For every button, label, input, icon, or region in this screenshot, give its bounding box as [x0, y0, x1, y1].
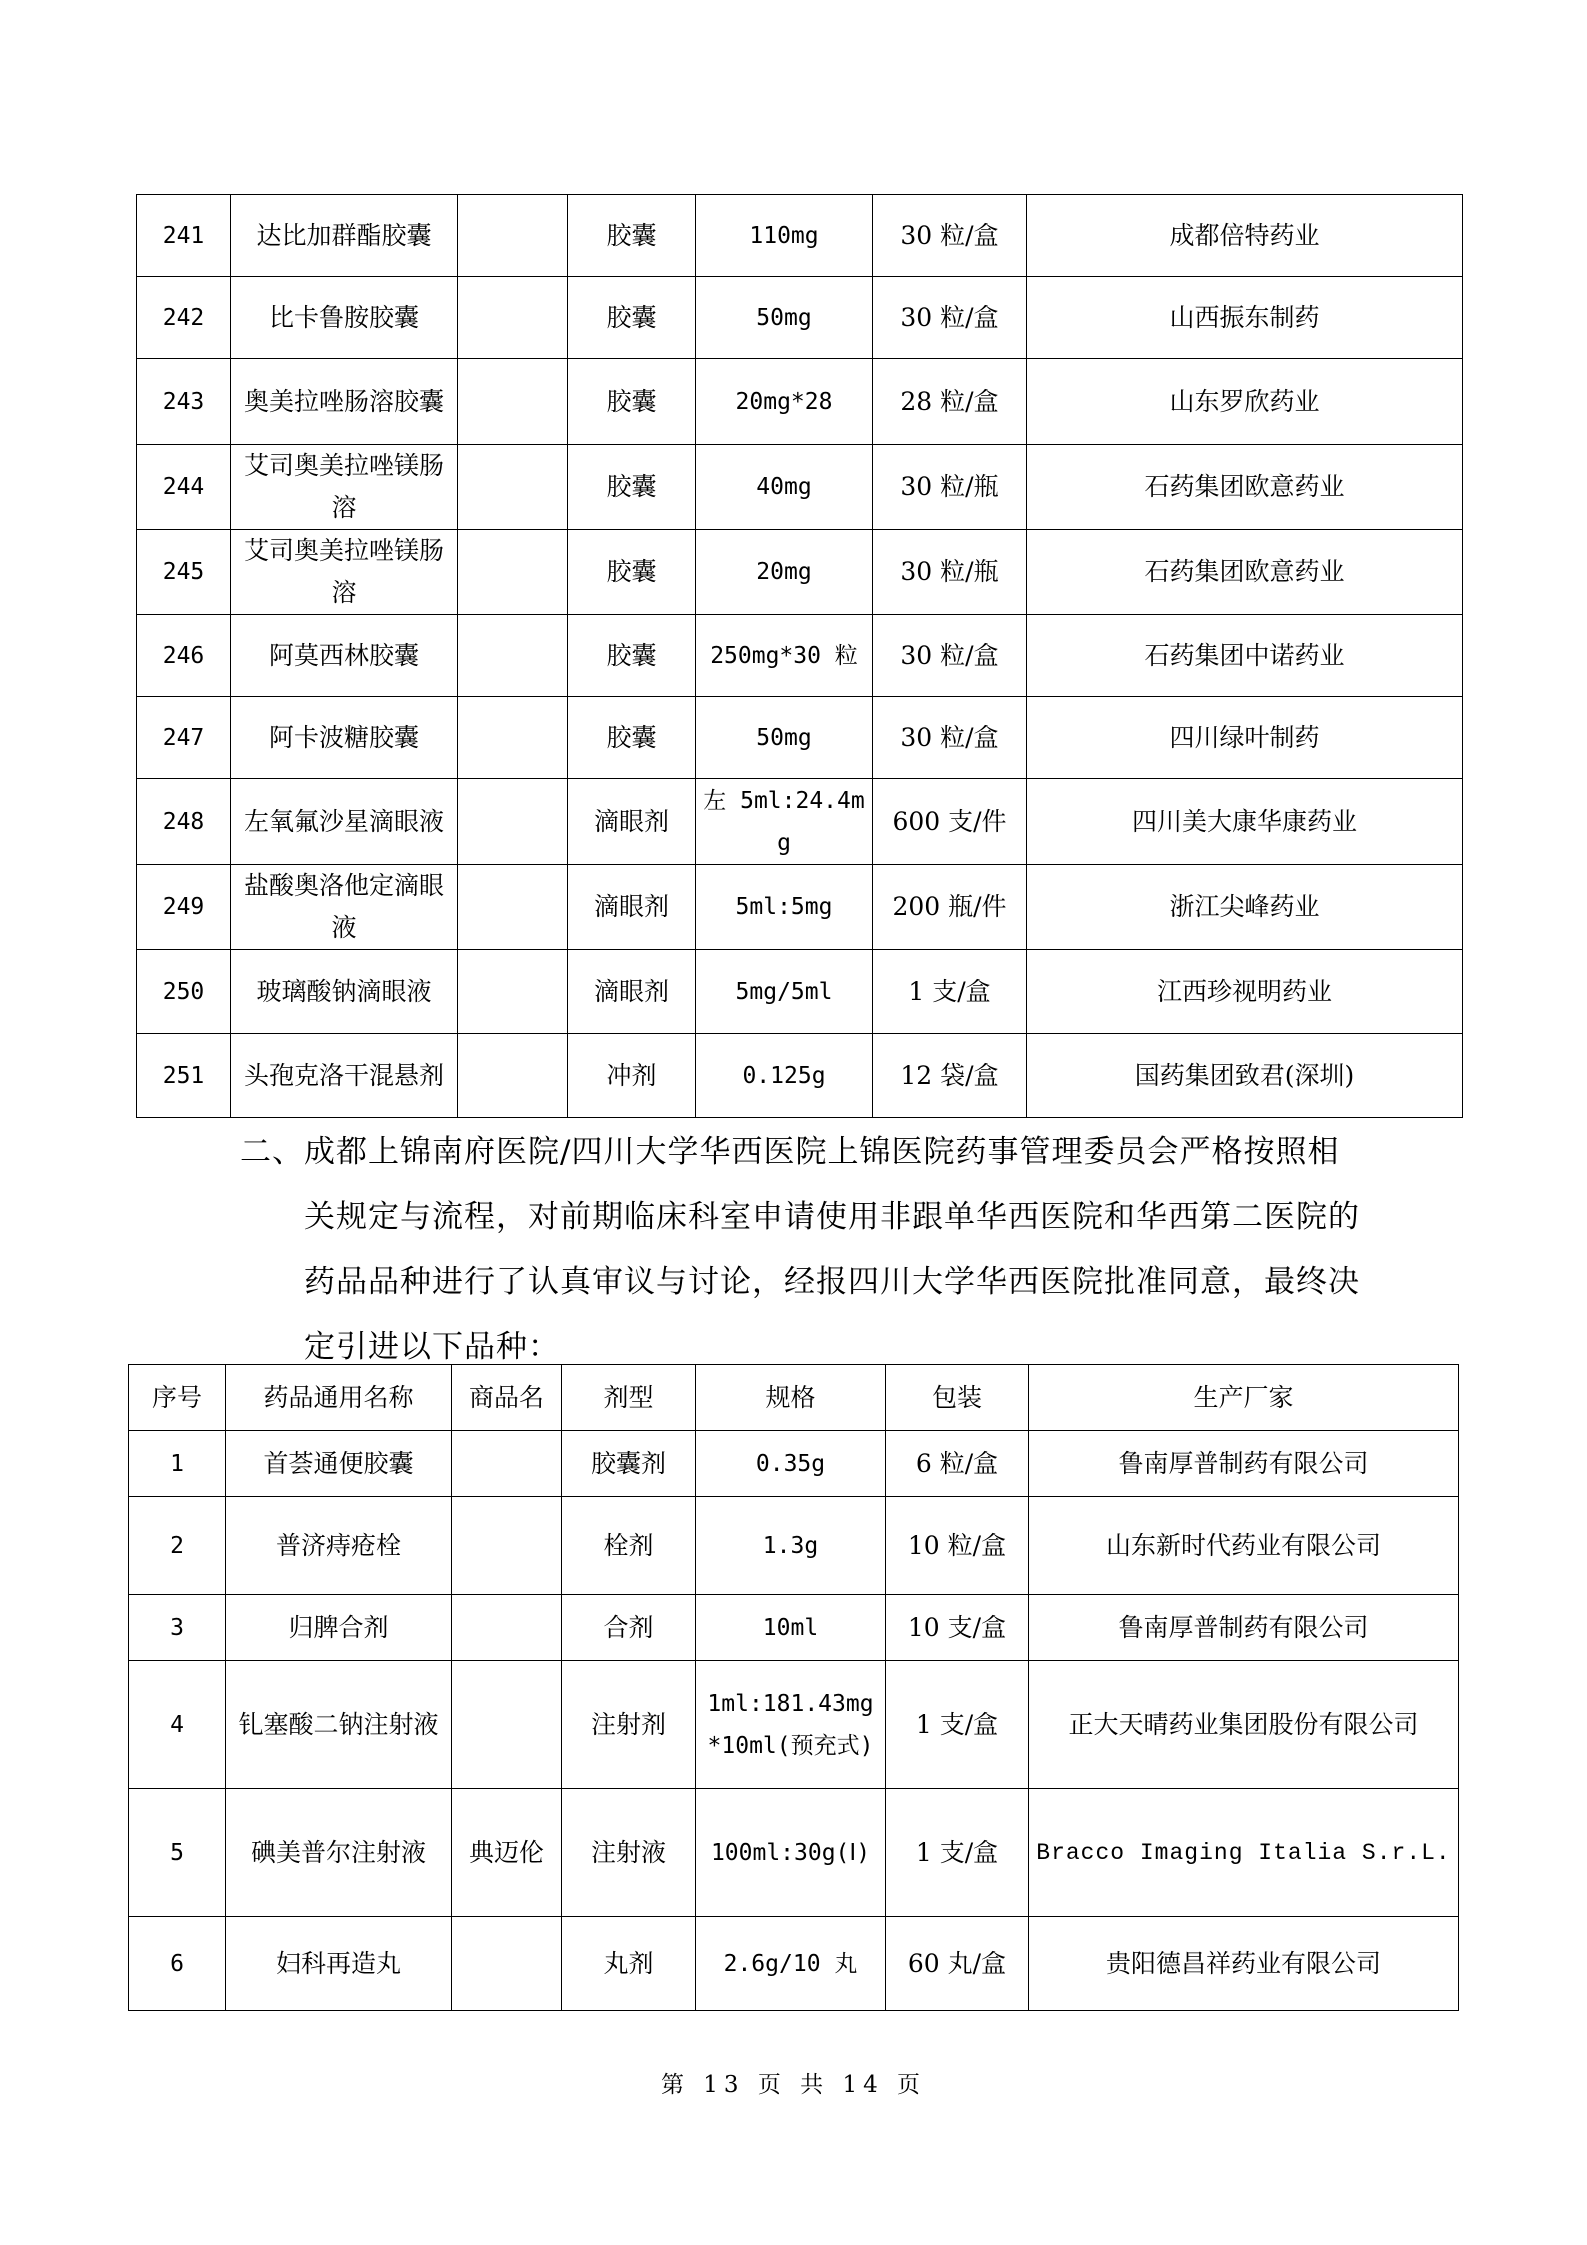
header-number: 序号 — [129, 1365, 226, 1431]
drug-name: 奥美拉唑肠溶胶囊 — [231, 359, 458, 445]
specification: 0.35g — [696, 1431, 886, 1497]
dosage-form: 滴眼剂 — [568, 779, 696, 865]
specification: 0.125g — [696, 1034, 873, 1118]
drug-name: 归脾合剂 — [226, 1595, 452, 1661]
row-number: 243 — [137, 359, 231, 445]
dosage-form: 冲剂 — [568, 1034, 696, 1118]
package: 30 粒/盒 — [873, 195, 1027, 277]
trade-name — [452, 1917, 562, 2011]
package: 28 粒/盒 — [873, 359, 1027, 445]
drug-name: 头孢克洛干混悬剂 — [231, 1034, 458, 1118]
table-row — [137, 865, 1463, 950]
dosage-form: 胶囊 — [568, 530, 696, 615]
drug-name: 阿莫西林胶囊 — [231, 615, 458, 697]
table-row — [129, 1661, 1459, 1789]
dosage-form: 滴眼剂 — [568, 950, 696, 1034]
trade-name — [458, 195, 568, 277]
trade-name — [452, 1497, 562, 1595]
header-package: 包装 — [886, 1365, 1029, 1431]
specification: 250mg*30 粒 — [696, 615, 873, 697]
package: 1 支/盒 — [886, 1661, 1029, 1789]
specification: 50mg — [696, 697, 873, 779]
row-number: 250 — [137, 950, 231, 1034]
dosage-form: 胶囊 — [568, 359, 696, 445]
header-drug-name: 药品通用名称 — [226, 1365, 452, 1431]
trade-name — [458, 445, 568, 530]
row-number: 242 — [137, 277, 231, 359]
paragraph-line: 定引进以下品种： — [304, 1329, 560, 1365]
table-row — [137, 530, 1463, 615]
dosage-form: 滴眼剂 — [568, 865, 696, 950]
section-paragraph — [240, 1120, 1360, 1380]
manufacturer: 鲁南厚普制药有限公司 — [1029, 1595, 1459, 1661]
drug-name: 钆塞酸二钠注射液 — [226, 1661, 452, 1789]
specification: 左 5ml:24.4mg — [696, 779, 873, 865]
dosage-form: 丸剂 — [562, 1917, 696, 2011]
table-row — [129, 1789, 1459, 1917]
trade-name — [452, 1595, 562, 1661]
drug-name: 比卡鲁胺胶囊 — [231, 277, 458, 359]
drug-name: 玻璃酸钠滴眼液 — [231, 950, 458, 1034]
drug-name: 妇科再造丸 — [226, 1917, 452, 2011]
specification: 110mg — [696, 195, 873, 277]
manufacturer: 石药集团中诺药业 — [1027, 615, 1463, 697]
table-row — [129, 1497, 1459, 1595]
specification: 10ml — [696, 1595, 886, 1661]
dosage-form: 胶囊 — [568, 445, 696, 530]
row-number: 3 — [129, 1595, 226, 1661]
package: 30 粒/盒 — [873, 615, 1027, 697]
row-number: 251 — [137, 1034, 231, 1118]
specification: 1.3g — [696, 1497, 886, 1595]
manufacturer: 山东新时代药业有限公司 — [1029, 1497, 1459, 1595]
header-trade-name: 商品名 — [452, 1365, 562, 1431]
package: 10 粒/盒 — [886, 1497, 1029, 1595]
trade-name — [458, 1034, 568, 1118]
package: 30 粒/瓶 — [873, 530, 1027, 615]
drug-name: 盐酸奥洛他定滴眼液 — [231, 865, 458, 950]
specification: 1ml:181.43mg *10ml(预充式) — [696, 1661, 886, 1789]
drug-name: 碘美普尔注射液 — [226, 1789, 452, 1917]
table-row — [137, 1034, 1463, 1118]
trade-name — [458, 697, 568, 779]
package: 6 粒/盒 — [886, 1431, 1029, 1497]
specification: 50mg — [696, 277, 873, 359]
row-number: 2 — [129, 1497, 226, 1595]
package: 12 袋/盒 — [873, 1034, 1027, 1118]
package: 30 粒/盒 — [873, 697, 1027, 779]
specification: 5ml:5mg — [696, 865, 873, 950]
package: 200 瓶/件 — [873, 865, 1027, 950]
row-number: 248 — [137, 779, 231, 865]
row-number: 4 — [129, 1661, 226, 1789]
manufacturer: 成都倍特药业 — [1027, 195, 1463, 277]
dosage-form: 胶囊 — [568, 277, 696, 359]
dosage-form: 合剂 — [562, 1595, 696, 1661]
drug-name: 左氧氟沙星滴眼液 — [231, 779, 458, 865]
table-row — [137, 359, 1463, 445]
drug-name: 达比加群酯胶囊 — [231, 195, 458, 277]
row-number: 241 — [137, 195, 231, 277]
specification: 20mg — [696, 530, 873, 615]
table-row — [129, 1431, 1459, 1497]
table-row — [137, 615, 1463, 697]
table-row — [137, 779, 1463, 865]
drug-name: 艾司奥美拉唑镁肠溶 — [231, 530, 458, 615]
header-specification: 规格 — [696, 1365, 886, 1431]
drug-name: 首荟通便胶囊 — [226, 1431, 452, 1497]
trade-name — [458, 779, 568, 865]
dosage-form: 胶囊 — [568, 615, 696, 697]
introduced-drugs-table — [128, 1364, 1459, 2011]
dosage-form: 注射液 — [562, 1789, 696, 1917]
drug-name: 普济痔疮栓 — [226, 1497, 452, 1595]
row-number: 6 — [129, 1917, 226, 2011]
drug-name: 艾司奥美拉唑镁肠溶 — [231, 445, 458, 530]
manufacturer: 四川绿叶制药 — [1027, 697, 1463, 779]
specification: 5mg/5ml — [696, 950, 873, 1034]
manufacturer: 石药集团欧意药业 — [1027, 530, 1463, 615]
specification: 2.6g/10 丸 — [696, 1917, 886, 2011]
paragraph-line: 二、成都上锦南府医院/四川大学华西医院上锦医院药事管理委员会严格按照相 — [240, 1134, 1340, 1170]
table-row — [137, 195, 1463, 277]
row-number: 249 — [137, 865, 231, 950]
row-number: 245 — [137, 530, 231, 615]
row-number: 246 — [137, 615, 231, 697]
manufacturer: 贵阳德昌祥药业有限公司 — [1029, 1917, 1459, 2011]
manufacturer: 鲁南厚普制药有限公司 — [1029, 1431, 1459, 1497]
package: 30 粒/盒 — [873, 277, 1027, 359]
manufacturer: 浙江尖峰药业 — [1027, 865, 1463, 950]
trade-name — [458, 530, 568, 615]
row-number: 5 — [129, 1789, 226, 1917]
specification: 100ml:30g(Ⅰ) — [696, 1789, 886, 1917]
manufacturer: Bracco Imaging Italia S.r.L. — [1029, 1789, 1459, 1917]
table-row — [137, 277, 1463, 359]
drug-table-continued — [136, 194, 1463, 1118]
package: 60 丸/盒 — [886, 1917, 1029, 2011]
paragraph-line: 关规定与流程，对前期临床科室申请使用非跟单华西医院和华西第二医院的 — [304, 1199, 1360, 1235]
dosage-form: 注射剂 — [562, 1661, 696, 1789]
paragraph-line: 药品品种进行了认真审议与讨论，经报四川大学华西医院批准同意，最终决 — [304, 1264, 1360, 1300]
trade-name — [452, 1661, 562, 1789]
package: 1 支/盒 — [886, 1789, 1029, 1917]
manufacturer: 正大天晴药业集团股份有限公司 — [1029, 1661, 1459, 1789]
header-manufacturer: 生产厂家 — [1029, 1365, 1459, 1431]
table-row — [137, 950, 1463, 1034]
specification: 20mg*28 — [696, 359, 873, 445]
specification: 40mg — [696, 445, 873, 530]
manufacturer: 石药集团欧意药业 — [1027, 445, 1463, 530]
manufacturer: 山东罗欣药业 — [1027, 359, 1463, 445]
trade-name — [458, 615, 568, 697]
table-row — [137, 697, 1463, 779]
trade-name: 典迈伦 — [452, 1789, 562, 1917]
manufacturer: 江西珍视明药业 — [1027, 950, 1463, 1034]
table-row — [129, 1917, 1459, 2011]
manufacturer: 四川美大康华康药业 — [1027, 779, 1463, 865]
table-header-row — [129, 1365, 1459, 1431]
row-number: 244 — [137, 445, 231, 530]
dosage-form: 胶囊剂 — [562, 1431, 696, 1497]
dosage-form: 胶囊 — [568, 195, 696, 277]
trade-name — [458, 950, 568, 1034]
package: 10 支/盒 — [886, 1595, 1029, 1661]
manufacturer: 国药集团致君(深圳) — [1027, 1034, 1463, 1118]
page-footer: 第 13 页 共 14 页 — [660, 2072, 927, 2098]
trade-name — [458, 865, 568, 950]
package: 600 支/件 — [873, 779, 1027, 865]
row-number: 247 — [137, 697, 231, 779]
package: 1 支/盒 — [873, 950, 1027, 1034]
trade-name — [458, 359, 568, 445]
trade-name — [458, 277, 568, 359]
manufacturer: 山西振东制药 — [1027, 277, 1463, 359]
table-row — [129, 1595, 1459, 1661]
header-dosage-form: 剂型 — [562, 1365, 696, 1431]
drug-name: 阿卡波糖胶囊 — [231, 697, 458, 779]
dosage-form: 栓剂 — [562, 1497, 696, 1595]
table-row — [137, 445, 1463, 530]
dosage-form: 胶囊 — [568, 697, 696, 779]
row-number: 1 — [129, 1431, 226, 1497]
package: 30 粒/瓶 — [873, 445, 1027, 530]
trade-name — [452, 1431, 562, 1497]
